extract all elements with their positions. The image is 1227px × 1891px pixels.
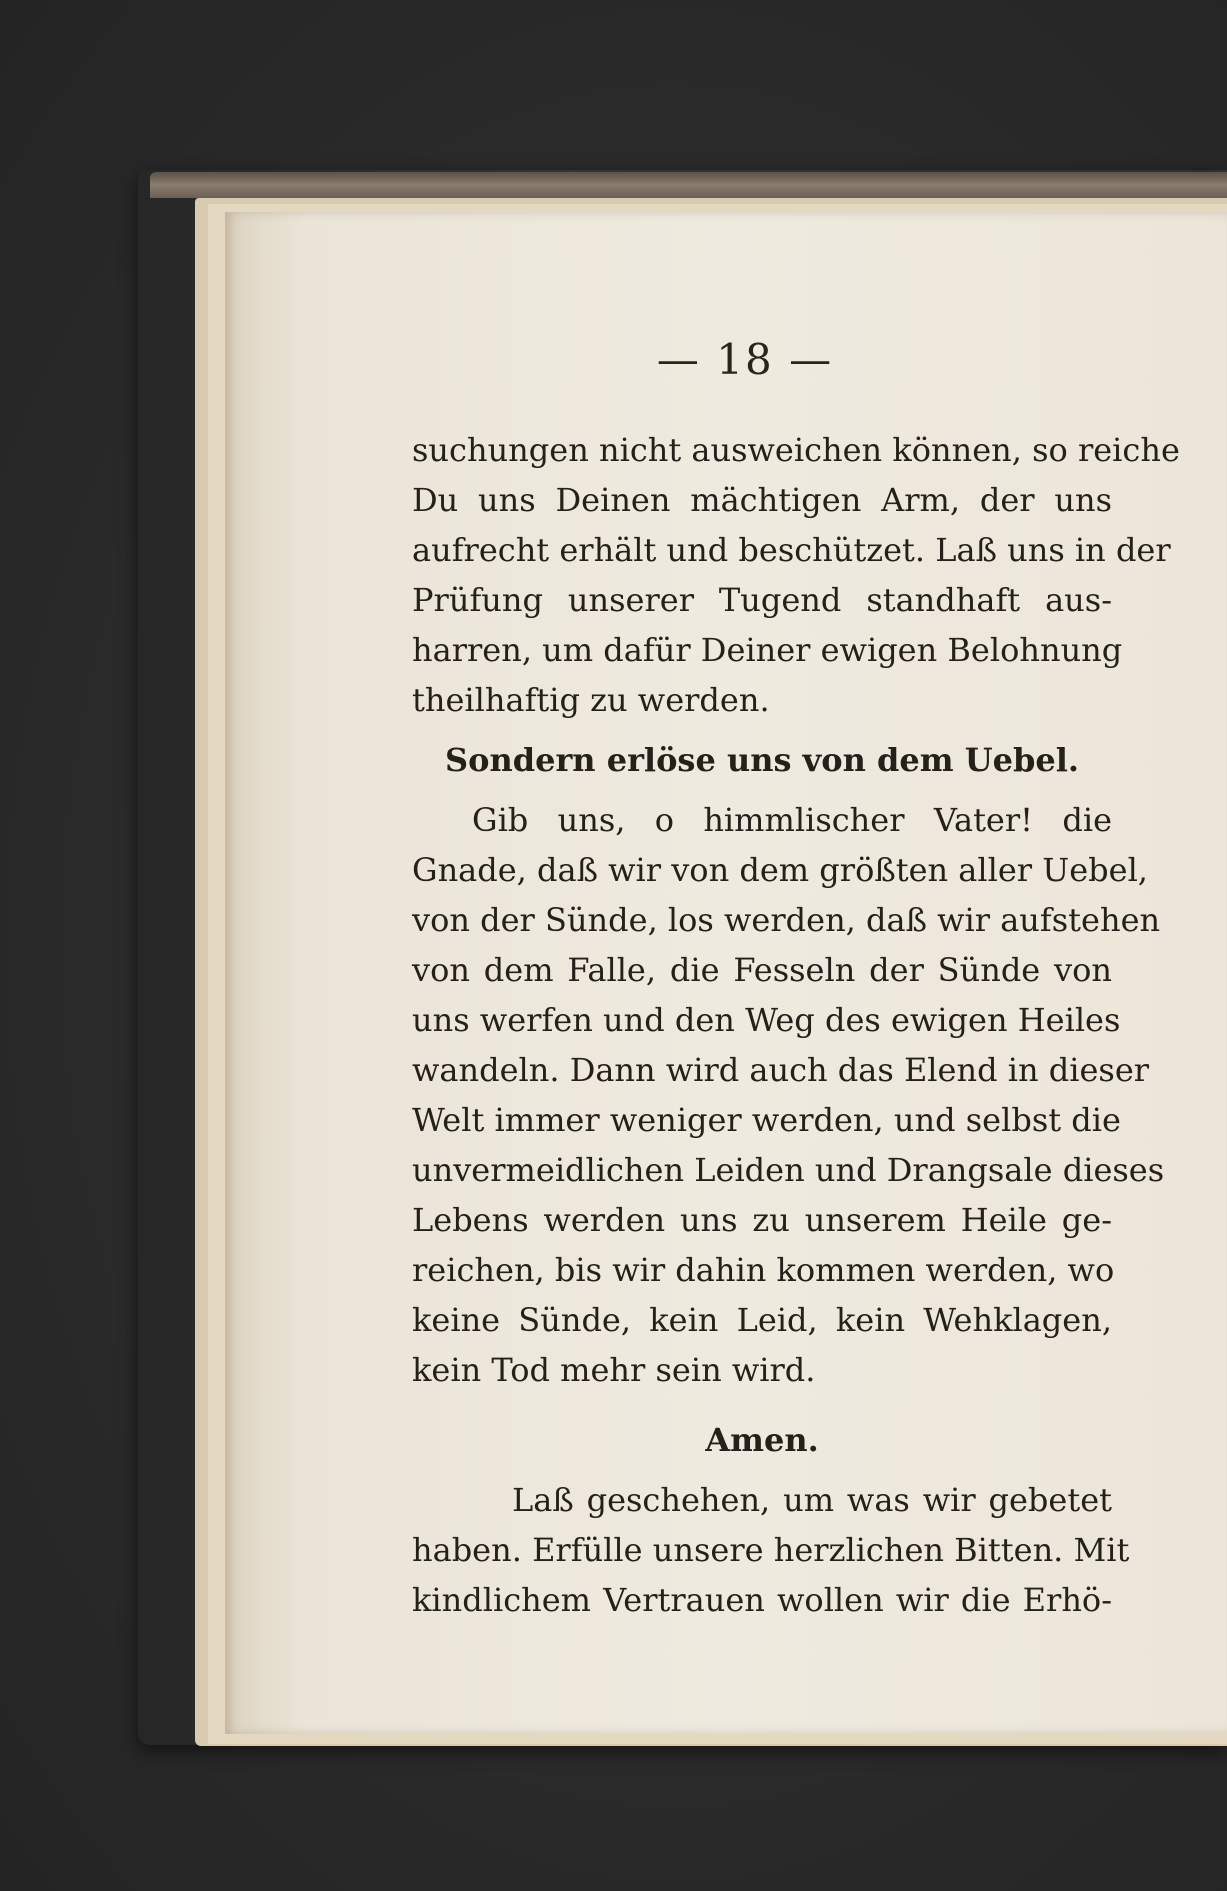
text-line: wandeln. Dann wird auch das Elend in dieser	[412, 1051, 1150, 1089]
text-line: reichen, bis wir dahin kommen werden, wo	[412, 1251, 1115, 1289]
book-spine-edge	[150, 172, 1227, 198]
text-line: von der Sünde, los werden, daß wir aufstehen	[412, 901, 1161, 939]
text-line: Gnade, daß wir von dem größten aller Uebel,	[412, 851, 1148, 889]
section-heading: Amen.	[705, 1421, 819, 1459]
text-line: haben. Erfülle unsere herzlichen Bitten. Mit	[412, 1531, 1130, 1569]
text-line: Laß geschehen, um was wir gebetet	[512, 1481, 1112, 1519]
section-heading: Sondern erlöse uns von dem Uebel.	[444, 741, 1079, 779]
text-line: kein Tod mehr sein wird.	[412, 1351, 816, 1389]
text-line: von dem Falle, die Fesseln der Sünde von	[412, 951, 1112, 989]
text-line: keine Sünde, kein Leid, kein Wehklagen,	[412, 1301, 1112, 1339]
text-line: suchungen nicht ausweichen können, so reiche	[412, 431, 1180, 469]
text-line: aufrecht erhält und beschützet. Laß uns in der	[412, 531, 1171, 569]
text-line: kindlichem Vertrauen wollen wir die Erhö-	[412, 1581, 1112, 1619]
text-line: Lebens werden uns zu unserem Heile ge-	[412, 1201, 1112, 1239]
text-line: Gib uns, o himmlischer Vater! die	[472, 801, 1112, 839]
text-line: uns werfen und den Weg des ewigen Heiles	[412, 1001, 1121, 1039]
text-line: Prüfung unserer Tugend standhaft aus-	[412, 581, 1112, 619]
text-line: unvermeidlichen Leiden und Drangsale dieses	[412, 1151, 1165, 1189]
text-line: theilhaftig zu werden.	[412, 681, 770, 719]
text-line: harren, um dafür Deiner ewigen Belohnung	[412, 631, 1123, 669]
text-line: Welt immer weniger werden, und selbst die	[412, 1101, 1121, 1139]
page-number: — 18 —	[656, 335, 834, 384]
text-line: Du uns Deinen mächtigen Arm, der uns	[412, 481, 1112, 519]
